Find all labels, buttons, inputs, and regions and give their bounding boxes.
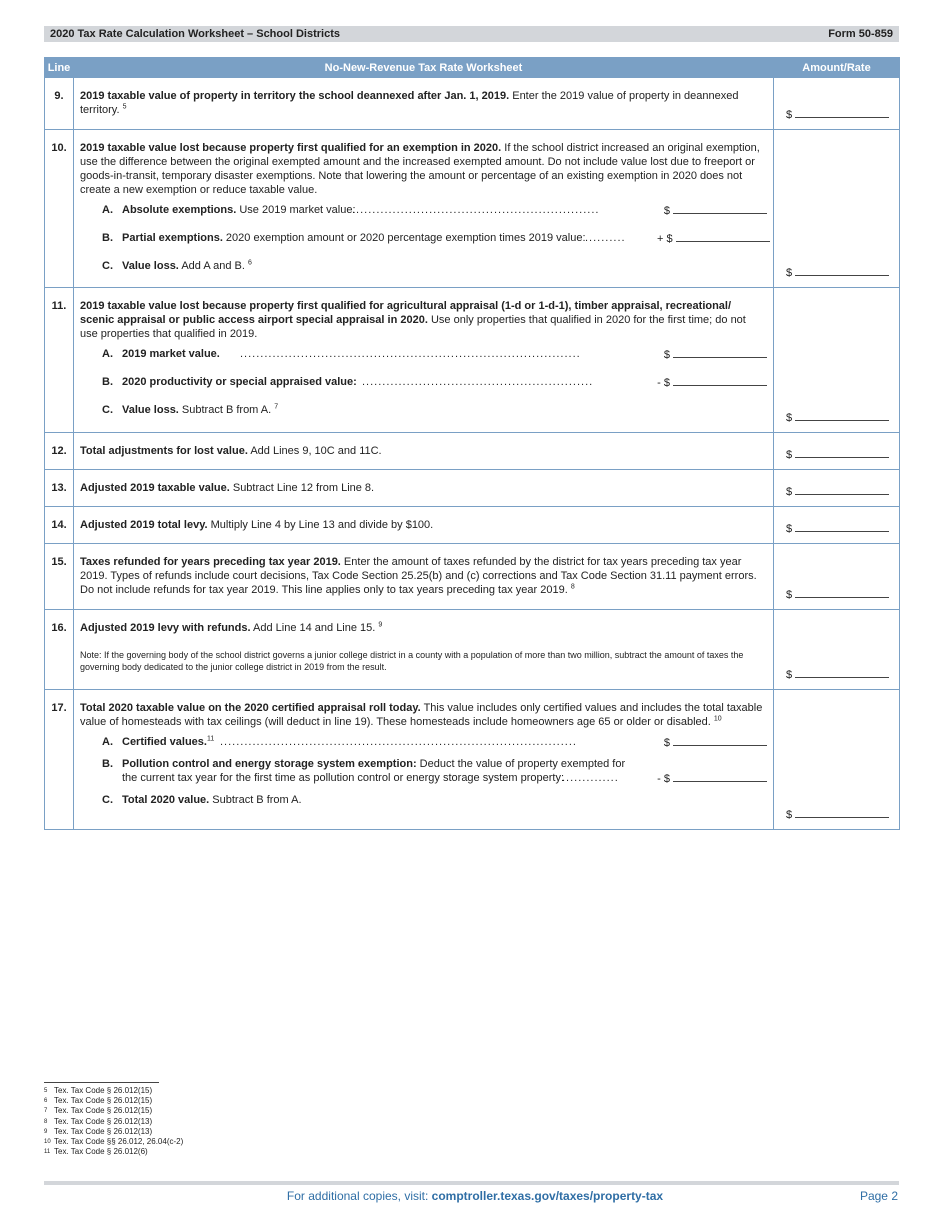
form-number: Form 50-859 bbox=[828, 28, 893, 40]
input-field-10b[interactable] bbox=[676, 231, 770, 242]
footnote: 9 Tex. Tax Code § 26.012(13) bbox=[44, 1126, 153, 1136]
footer-divider bbox=[44, 1181, 899, 1185]
line-description: Adjusted 2019 taxable value. Subtract Line 12 from Line 8. bbox=[74, 470, 774, 507]
footnote: 10 Tex. Tax Code §§ 26.012, 26.04(c-2) bbox=[44, 1137, 184, 1147]
input-field-17b[interactable] bbox=[673, 771, 767, 782]
worksheet-table bbox=[44, 57, 900, 830]
amount-field[interactable] bbox=[795, 521, 889, 532]
line-number: 16. bbox=[45, 610, 74, 690]
subline-17c: C. Total 2020 value. Subtract B from A. bbox=[102, 794, 302, 806]
subline-10c: C. Value loss. Add A and B. $^6$ bbox=[102, 259, 252, 272]
amount-cell: $ bbox=[774, 690, 900, 830]
subline-10b: B. Partial exemptions. 2020 exemption amount or 2020 percentage exemption times 2019 value: .......... + $ bbox=[80, 225, 765, 253]
amount-cell: $ bbox=[774, 130, 900, 288]
form-title: 2020 Tax Rate Calculation Worksheet – School Districts bbox=[50, 28, 340, 40]
footer-text: For additional copies, visit: bbox=[286, 1189, 432, 1203]
footnote: 8 Tex. Tax Code § 26.012(13) bbox=[44, 1116, 153, 1126]
line-description: Total 2020 taxable value on the 2020 certified appraisal roll today. This value includes only certified values and includes the total taxable value of homesteads with tax ceilings (will deduct in line 19). These homesteads include homeowners age 65 or older or disabled. $^{10}$ A. Certified values.$^{11}$ ........................................................................................ $ B. Pollution control and energy storage system exemption: Deduct the value of property exempted for the current tax year for the first time as pollution control or energy storage system property: .............. - $ C. Total 2020 value. Subtract B from A. bbox=[74, 690, 774, 830]
col-header-amount: Amount/Rate bbox=[774, 58, 900, 78]
line-11-row bbox=[45, 288, 900, 433]
amount-field[interactable] bbox=[795, 667, 889, 678]
input-field-11b[interactable] bbox=[673, 375, 767, 386]
amount-field[interactable] bbox=[795, 484, 889, 495]
col-header-worksheet: No-New-Revenue Tax Rate Worksheet bbox=[74, 58, 774, 78]
comptroller-link[interactable]: comptroller.texas.gov/taxes/property-tax bbox=[431, 1189, 664, 1203]
amount-field[interactable] bbox=[795, 410, 889, 421]
line-description: 2019 taxable value lost because property first qualified for an exemption in 2020. If the school district increased an original exemption, use the difference between the original exempted amount and the increased exempted amount. Do not include value lost due to freeport or goods-in-transit, temporary disaster exemptions. Note that lowering the amount or percentage of an existing exemption in 2020 does not create a new exemption or reduce taxable value. A. Absolute exemptions. Use 2019 market value: ............................................................. $ B. Partial exemptions. 2020 exemption amount or 2020 percentage exemption times 2019 value: .......... + $ C. Value loss. Add A and B. $^6$ bbox=[74, 130, 774, 288]
amount-cell: $ bbox=[774, 78, 900, 130]
line-description: 2019 taxable value of property in territory the school deannexed after Jan. 1, 2019. Enter the 2019 value of property in deannexed territory. $^5$ bbox=[74, 78, 774, 130]
footnotes bbox=[44, 1086, 183, 1157]
line-10-row bbox=[45, 130, 900, 288]
subline-10a: A. Absolute exemptions. Use 2019 market value: ............................................................. $ bbox=[80, 197, 765, 225]
amount-cell: $ bbox=[774, 544, 900, 610]
line-9-row bbox=[45, 78, 900, 130]
footnote: 7 Tex. Tax Code § 26.012(15) bbox=[44, 1106, 153, 1116]
subline-11c: C. Value loss. Subtract B from A. $^7$ bbox=[102, 403, 279, 416]
amount-cell: $ bbox=[774, 470, 900, 507]
line-15-row bbox=[45, 544, 900, 610]
amount-cell: $ bbox=[774, 507, 900, 544]
subline-11b: B. 2020 productivity or special appraised value: ......................................................... - $ bbox=[80, 369, 765, 397]
line-number: 11. bbox=[45, 288, 74, 433]
input-field-17a[interactable] bbox=[673, 735, 767, 746]
page-header bbox=[44, 26, 899, 42]
footnote: 6 Tex. Tax Code § 26.012(15) bbox=[44, 1096, 153, 1106]
line-17-row bbox=[45, 690, 900, 830]
line-12-row bbox=[45, 433, 900, 470]
amount-field[interactable] bbox=[795, 587, 889, 598]
input-field-11a[interactable] bbox=[673, 347, 767, 358]
line-16-row bbox=[45, 610, 900, 690]
line-description: 2019 taxable value lost because property first qualified for agricultural appraisal (1-d or 1-d-1), timber appraisal, recreational/ scenic appraisal or public access airport special appraisal in 2020. Use only properties that qualified in 2020 for the first time; do not use properties that qualified in 2019. A. 2019 market value. .................................................................................... $ B. 2020 productivity or special appraised value: ......................................................... - $ C. Value loss. Subtract B from A. $^7$ bbox=[74, 288, 774, 433]
line-number: 17. bbox=[45, 690, 74, 830]
subline-11a: A. 2019 market value. .................................................................................... $ bbox=[80, 341, 765, 369]
subline-17a: A. Certified values.$^{11}$ ........................................................................................ $ bbox=[80, 729, 765, 751]
amount-cell: $ bbox=[774, 288, 900, 433]
amount-field[interactable] bbox=[795, 265, 889, 276]
input-field-10a[interactable] bbox=[673, 203, 767, 214]
line-number: 12. bbox=[45, 433, 74, 470]
amount-field[interactable] bbox=[795, 107, 889, 118]
table-header-row bbox=[45, 58, 900, 78]
line-number: 9. bbox=[45, 78, 74, 130]
line-description: Adjusted 2019 levy with refunds. Add Line 14 and Line 15. $^9$ Note: If the governing body of the school district governs a junior college district in a county with a population of more than two million, subtract the amount of taxes the governing body dedicated to the junior college district in 2019 from the result. bbox=[74, 610, 774, 690]
amount-cell: $ bbox=[774, 433, 900, 470]
line-number: 10. bbox=[45, 130, 74, 288]
line-number: 15. bbox=[45, 544, 74, 610]
amount-cell: $ bbox=[774, 610, 900, 690]
footnote: 5 Tex. Tax Code § 26.012(15) bbox=[44, 1086, 153, 1095]
line-number: 14. bbox=[45, 507, 74, 544]
line-description: Adjusted 2019 total levy. Multiply Line 4 by Line 13 and divide by $100. bbox=[74, 507, 774, 544]
line-14-row bbox=[45, 507, 900, 544]
amount-field[interactable] bbox=[795, 447, 889, 458]
line-16-note: Note: If the governing body of the school district governs a junior college district in a county with a population of more than two million, subtract the amount of taxes the governing body dedicated to the junior college district in 2019 from the result. bbox=[80, 650, 744, 672]
footnote-divider bbox=[44, 1082, 159, 1083]
subline-17b: B. Pollution control and energy storage system exemption: Deduct the value of property exempted for the current tax year for the first time as pollution control or energy storage system property: .............. - $ bbox=[80, 751, 765, 787]
footnote: 11 Tex. Tax Code § 26.012(6) bbox=[44, 1147, 148, 1157]
line-description: Total adjustments for lost value. Add Lines 9, 10C and 11C. bbox=[74, 433, 774, 470]
line-13-row bbox=[45, 470, 900, 507]
line-description: Taxes refunded for years preceding tax year 2019. Enter the amount of taxes refunded by the district for tax years preceding tax year 2019. Types of refunds include court decisions, Tax Code Section 25.25(b) and (c) corrections and Tax Code Section 31.11 payment errors. Do not include refunds for tax year 2019. This line applies only to tax years preceding tax year 2019. $^8$ bbox=[74, 544, 774, 610]
line-number: 13. bbox=[45, 470, 74, 507]
amount-field[interactable] bbox=[795, 807, 889, 818]
page-number: Page 2 bbox=[859, 1189, 898, 1203]
col-header-line: Line bbox=[45, 58, 74, 78]
